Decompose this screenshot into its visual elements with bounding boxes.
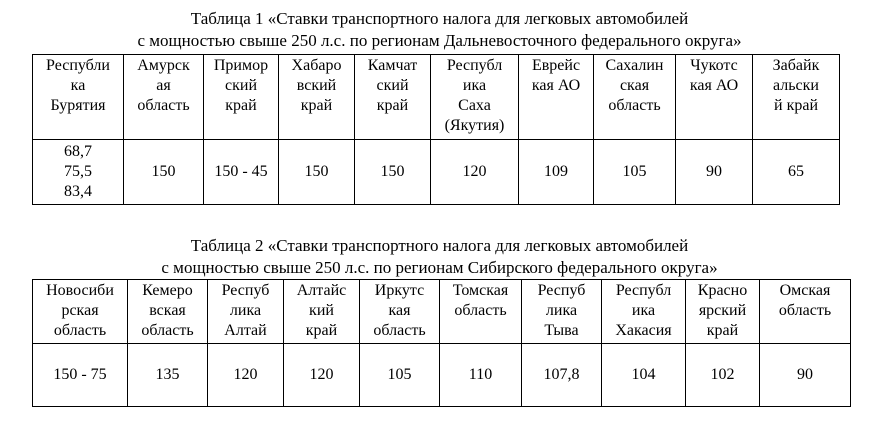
table2-header-cell: Республ ика Хакасия (602, 280, 686, 344)
table1-header-row (33, 55, 840, 140)
table2-caption-line2: с мощностью свыше 250 л.с. по регионам Сибирского федерального округа» (161, 258, 718, 277)
table1-caption-line2: с мощностью свыше 250 л.с. по регионам Дальневосточного федерального округа» (137, 31, 742, 50)
table2-caption (0, 235, 879, 279)
table2-header-cell: Красно ярский край (686, 280, 760, 344)
table1-value-cell: 150 (279, 140, 355, 205)
table2-header-cell: Респуб лика Тыва (522, 280, 602, 344)
table2-value-cell: 104 (602, 344, 686, 407)
table2-header-cell: Иркутс кая область (360, 280, 440, 344)
table2-value-cell: 120 (284, 344, 360, 407)
table1-header-cell: Еврейс кая АО (519, 55, 594, 140)
table2-value-cell: 135 (128, 344, 208, 407)
table2-header-cell: Респуб лика Алтай (208, 280, 284, 344)
table2-value-cell: 110 (440, 344, 522, 407)
table2-value-cell: 120 (208, 344, 284, 407)
table1-caption-line1: Таблица 1 «Ставки транспортного налога для легковых автомобилей (190, 9, 689, 28)
table1-value-cell: 105 (594, 140, 676, 205)
table1-value-cell: 150 - 45 (204, 140, 279, 205)
table1-value-cell: 109 (519, 140, 594, 205)
table1-caption (0, 8, 879, 52)
table2-caption-line1: Таблица 2 «Ставки транспортного налога для легковых автомобилей (190, 236, 689, 255)
table1-value-cell: 90 (676, 140, 753, 205)
table1-header-cell: Примор ский край (204, 55, 279, 140)
table2-header-cell: Омская область (760, 280, 851, 344)
table1-header-cell: Республи ка Бурятия (33, 55, 124, 140)
table1-header-cell: Амурск ая область (124, 55, 204, 140)
table2-siberia-rates (32, 279, 851, 407)
table1-header-cell: Хабаро вский край (279, 55, 355, 140)
table1-header-cell: Чукотс кая АО (676, 55, 753, 140)
table1-header-cell: Забайк альски й край (753, 55, 840, 140)
table1-value-cell: 120 (431, 140, 519, 205)
table2-value-cell: 105 (360, 344, 440, 407)
table1-value-cell: 68,7 75,5 83,4 (33, 140, 124, 205)
table1-header-cell: Республ ика Саха (Якутия) (431, 55, 519, 140)
table2-value-cell: 107,8 (522, 344, 602, 407)
table2-header-cell: Кемеро вская область (128, 280, 208, 344)
table2-header-cell: Томская область (440, 280, 522, 344)
table2-header-cell: Новосиби рская область (33, 280, 128, 344)
table2-value-cell: 150 - 75 (33, 344, 128, 407)
table2-header-cell: Алтайс кий край (284, 280, 360, 344)
table1-value-cell: 65 (753, 140, 840, 205)
table1-header-cell: Сахалин ская область (594, 55, 676, 140)
table2-value-cell: 102 (686, 344, 760, 407)
table1-value-cell: 150 (355, 140, 431, 205)
table1-value-row (33, 140, 840, 205)
table2-value-cell: 90 (760, 344, 851, 407)
table2-header-row (33, 280, 851, 344)
table1-far-east-rates (32, 54, 840, 205)
table1-header-cell: Камчат ский край (355, 55, 431, 140)
table1-value-cell: 150 (124, 140, 204, 205)
table2-value-row (33, 344, 851, 407)
